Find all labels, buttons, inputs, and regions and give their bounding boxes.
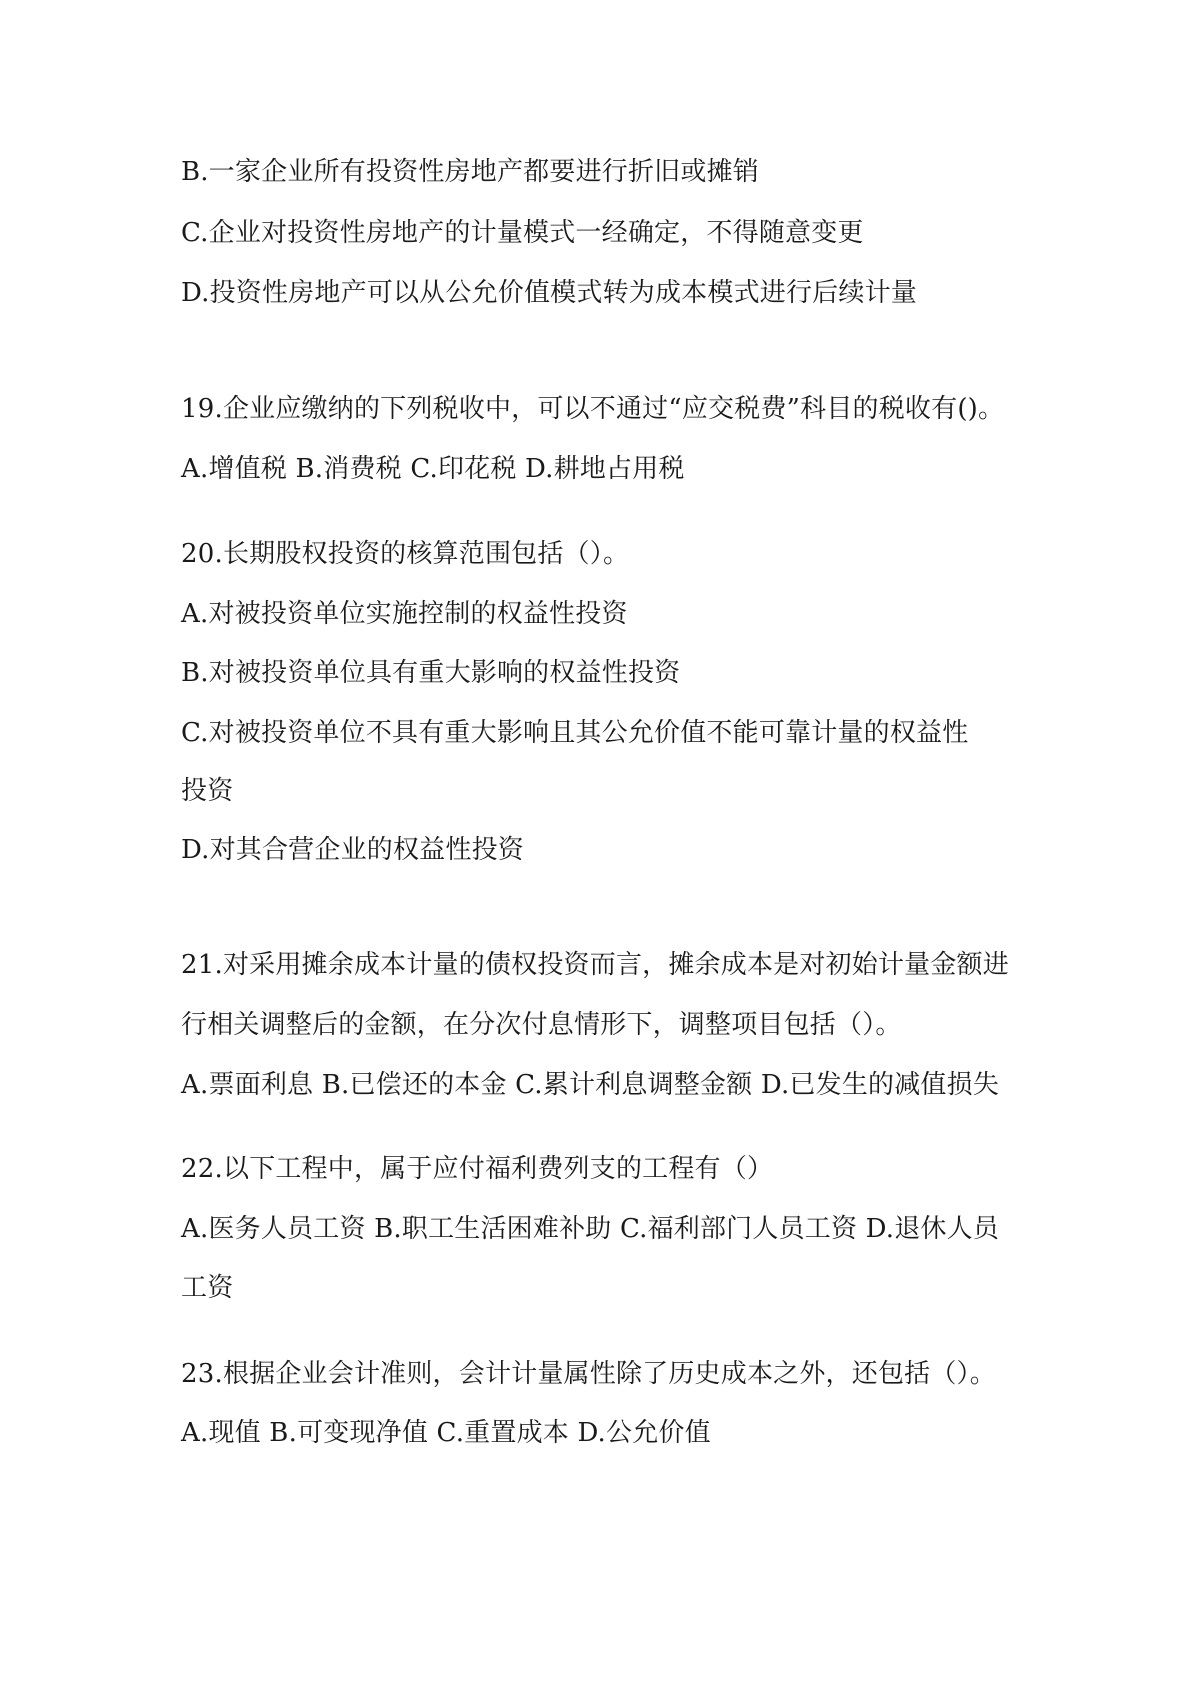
option-b-q20: B.对被投资单位具有重大影响的权益性投资: [181, 658, 681, 688]
options-q19: A.增值税 B.消费税 C.印花税 D.耕地占用税: [181, 454, 685, 484]
option-c-q18: C.企业对投资性房地产的计量模式一经确定，不得随意变更: [181, 218, 864, 248]
option-a-q20: A.对被投资单位实施控制的权益性投资: [181, 599, 628, 629]
option-b-q18: B.一家企业所有投资性房地产都要进行折旧或摊销: [181, 157, 759, 187]
question-23: 23.根据企业会计准则，会计计量属性除了历史成本之外，还包括（）。: [181, 1359, 996, 1389]
question-21-continued: 行相关调整后的金额，在分次付息情形下，调整项目包括（）。: [181, 1010, 902, 1040]
question-19: 19.企业应缴纳的下列税收中，可以不通过“应交税费”科目的税收有()。: [181, 394, 1005, 424]
question-22: 22.以下工程中，属于应付福利费列支的工程有（）: [181, 1154, 774, 1184]
options-q21: A.票面利息 B.已偿还的本金 C.累计利息调整金额 D.已发生的减值损失: [181, 1070, 1000, 1100]
question-20: 20.长期股权投资的核算范围包括（）。: [181, 539, 630, 569]
option-d-q18: D.投资性房地产可以从公允价值模式转为成本模式进行后续计量: [181, 278, 917, 308]
options-q23: A.现值 B.可变现净值 C.重置成本 D.公允价值: [181, 1418, 711, 1448]
option-d-q20: D.对其合营企业的权益性投资: [181, 835, 524, 865]
option-c-q20: C.对被投资单位不具有重大影响且其公允价值不能可靠计量的权益性: [181, 718, 969, 748]
options-q22-continued: 工资: [181, 1273, 234, 1303]
option-c-q20-continued: 投资: [181, 776, 234, 806]
question-21: 21.对采用摊余成本计量的债权投资而言，摊余成本是对初始计量金额进: [181, 950, 1009, 980]
options-q22: A.医务人员工资 B.职工生活困难补助 C.福利部门人员工资 D.退休人员: [181, 1214, 1000, 1244]
